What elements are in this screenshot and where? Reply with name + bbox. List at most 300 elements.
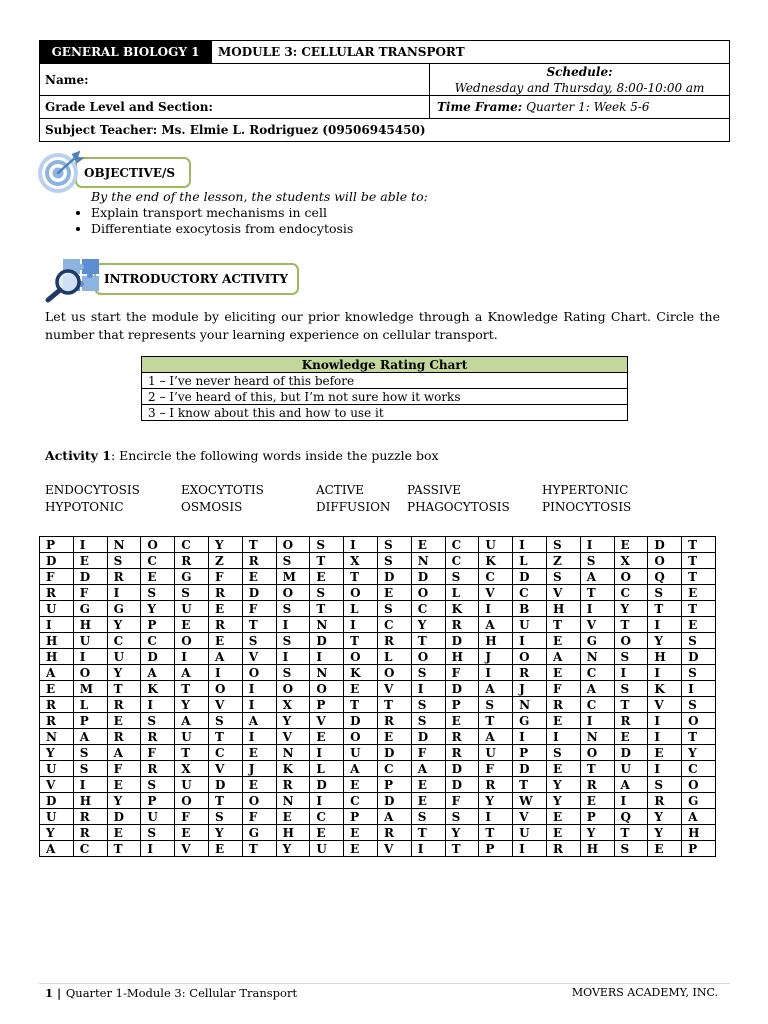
puzzle-letter: S [276, 633, 310, 649]
puzzle-letter: E [546, 825, 580, 841]
puzzle-letter: I [682, 681, 716, 697]
puzzle-letter: C [445, 553, 479, 569]
puzzle-letter: O [242, 665, 276, 681]
puzzle-letter: S [377, 601, 411, 617]
puzzle-letter: S [614, 649, 648, 665]
puzzle-letter: U [175, 777, 209, 793]
puzzle-letter: E [344, 777, 378, 793]
name-label: Name: [45, 72, 89, 87]
puzzle-letter: T [175, 745, 209, 761]
puzzle-letter: M [276, 569, 310, 585]
puzzle-letter: I [242, 729, 276, 745]
puzzle-row [40, 681, 716, 697]
puzzle-letter: A [580, 681, 614, 697]
puzzle-letter: R [377, 825, 411, 841]
puzzle-letter: R [445, 729, 479, 745]
word-item: ENDOCYTOSIS [45, 483, 140, 497]
word-item: PASSIVE [407, 483, 462, 497]
puzzle-letter: Z [208, 553, 242, 569]
puzzle-letter: F [445, 665, 479, 681]
puzzle-letter: E [411, 793, 445, 809]
chart-title: Knowledge Rating Chart [142, 357, 628, 373]
chart-row [142, 389, 628, 405]
puzzle-letter: S [107, 553, 141, 569]
puzzle-letter: S [479, 697, 513, 713]
puzzle-letter: Y [411, 617, 445, 633]
puzzle-letter: D [445, 633, 479, 649]
puzzle-letter: Y [648, 633, 682, 649]
puzzle-letter: O [614, 633, 648, 649]
puzzle-letter: C [73, 841, 107, 857]
puzzle-letter: K [276, 761, 310, 777]
puzzle-letter: Y [546, 793, 580, 809]
puzzle-letter: Y [580, 825, 614, 841]
puzzle-letter: I [580, 601, 614, 617]
puzzle-letter: U [107, 649, 141, 665]
puzzle-letter: S [648, 585, 682, 601]
puzzle-letter: Z [546, 553, 580, 569]
puzzle-row [40, 793, 716, 809]
puzzle-letter: S [310, 537, 344, 553]
puzzle-letter: T [614, 697, 648, 713]
chart-header-row [142, 357, 628, 373]
puzzle-letter: G [107, 601, 141, 617]
puzzle-letter: O [175, 633, 209, 649]
puzzle-letter: T [208, 793, 242, 809]
puzzle-letter: I [73, 537, 107, 553]
objectives-title: OBJECTIVE/S [84, 165, 176, 180]
teacher-info: Subject Teacher: Ms. Elmie L. Rodriguez (09506945450) [45, 123, 426, 137]
schedule-value: Wednesday and Thursday, 8:00-10:00 am [454, 80, 705, 95]
puzzle-letter: N [276, 793, 310, 809]
schedule-label: Schedule: [546, 64, 613, 79]
puzzle-letter: P [445, 697, 479, 713]
puzzle-letter: T [682, 601, 716, 617]
puzzle-letter: S [276, 665, 310, 681]
puzzle-letter: H [73, 793, 107, 809]
puzzle-letter: P [40, 537, 74, 553]
puzzle-letter: E [546, 633, 580, 649]
puzzle-letter: S [445, 809, 479, 825]
puzzle-letter: T [580, 585, 614, 601]
puzzle-letter: I [141, 841, 175, 857]
puzzle-letter: U [513, 825, 547, 841]
puzzle-letter: A [614, 777, 648, 793]
puzzle-letter: Y [682, 745, 716, 761]
puzzle-row [40, 809, 716, 825]
puzzle-letter: C [141, 553, 175, 569]
puzzle-letter: E [377, 585, 411, 601]
puzzle-letter: E [411, 777, 445, 793]
puzzle-letter: T [310, 601, 344, 617]
puzzle-row [40, 777, 716, 793]
puzzle-letter: U [141, 809, 175, 825]
puzzle-letter: A [208, 649, 242, 665]
puzzle-letter: A [73, 729, 107, 745]
activity1-instruction: : Encircle the following words inside the puzzle box [110, 448, 439, 463]
puzzle-letter: O [344, 585, 378, 601]
puzzle-letter: I [479, 601, 513, 617]
puzzle-letter: S [377, 553, 411, 569]
knowledge-rating-chart [141, 356, 628, 421]
puzzle-letter: M [73, 681, 107, 697]
puzzle-letter: D [107, 809, 141, 825]
puzzle-letter: T [682, 569, 716, 585]
puzzle-letter: K [445, 601, 479, 617]
puzzle-letter: V [310, 713, 344, 729]
puzzle-row [40, 729, 716, 745]
puzzle-letter: E [648, 745, 682, 761]
puzzle-letter: O [344, 729, 378, 745]
puzzle-letter: O [242, 793, 276, 809]
puzzle-letter: A [682, 809, 716, 825]
puzzle-letter: I [310, 649, 344, 665]
puzzle-letter: F [479, 761, 513, 777]
puzzle-letter: D [242, 585, 276, 601]
puzzle-letter: F [242, 601, 276, 617]
puzzle-letter: R [141, 729, 175, 745]
puzzle-letter: R [546, 697, 580, 713]
puzzle-letter: P [310, 697, 344, 713]
puzzle-letter: N [513, 697, 547, 713]
puzzle-letter: F [107, 761, 141, 777]
puzzle-letter: T [614, 825, 648, 841]
puzzle-letter: V [175, 841, 209, 857]
puzzle-letter: I [513, 729, 547, 745]
puzzle-letter: U [40, 601, 74, 617]
puzzle-letter: H [580, 841, 614, 857]
puzzle-row [40, 825, 716, 841]
puzzle-letter: J [513, 681, 547, 697]
puzzle-letter: T [208, 729, 242, 745]
puzzle-letter: P [344, 809, 378, 825]
puzzle-letter: D [40, 553, 74, 569]
name-cell [39, 63, 430, 96]
puzzle-letter: C [344, 793, 378, 809]
puzzle-letter: R [107, 729, 141, 745]
puzzle-letter: H [546, 601, 580, 617]
puzzle-letter: R [208, 617, 242, 633]
puzzle-letter: I [513, 537, 547, 553]
puzzle-letter: I [648, 665, 682, 681]
puzzle-letter: D [73, 569, 107, 585]
puzzle-letter: C [614, 585, 648, 601]
teacher-cell [39, 118, 730, 142]
word-item: PINOCYTOSIS [542, 500, 632, 514]
puzzle-letter: E [276, 809, 310, 825]
puzzle-letter: A [40, 841, 74, 857]
puzzle-letter: C [175, 537, 209, 553]
puzzle-letter: O [377, 665, 411, 681]
puzzle-letter: I [310, 793, 344, 809]
puzzle-letter: I [107, 585, 141, 601]
puzzle-letter: E [344, 841, 378, 857]
puzzle-letter: R [479, 777, 513, 793]
puzzle-letter: O [141, 537, 175, 553]
puzzle-letter: X [175, 761, 209, 777]
puzzle-letter: H [648, 649, 682, 665]
footer-rule [39, 983, 730, 984]
puzzle-letter: T [107, 681, 141, 697]
puzzle-letter: T [242, 617, 276, 633]
puzzle-letter: V [580, 617, 614, 633]
puzzle-letter: E [411, 537, 445, 553]
puzzle-letter: R [513, 665, 547, 681]
puzzle-letter: D [40, 793, 74, 809]
word-search-grid [39, 536, 716, 857]
puzzle-letter: V [40, 777, 74, 793]
introductory-badge [94, 263, 299, 295]
puzzle-letter: L [445, 585, 479, 601]
puzzle-letter: U [614, 761, 648, 777]
puzzle-letter: E [208, 633, 242, 649]
puzzle-letter: E [344, 681, 378, 697]
time-frame-label: Time Frame: [437, 100, 523, 114]
puzzle-row [40, 697, 716, 713]
puzzle-letter: P [141, 793, 175, 809]
puzzle-letter: Q [614, 809, 648, 825]
puzzle-letter: O [344, 649, 378, 665]
puzzle-row [40, 713, 716, 729]
chart-row [142, 373, 628, 389]
puzzle-letter: D [141, 649, 175, 665]
puzzle-letter: Y [648, 809, 682, 825]
puzzle-row [40, 761, 716, 777]
puzzle-letter: U [73, 633, 107, 649]
puzzle-letter: R [208, 585, 242, 601]
puzzle-letter: V [276, 729, 310, 745]
puzzle-letter: S [411, 809, 445, 825]
puzzle-letter: E [546, 761, 580, 777]
puzzle-letter: H [276, 825, 310, 841]
puzzle-letter: Y [546, 777, 580, 793]
puzzle-letter: R [73, 809, 107, 825]
subject-cell [39, 40, 212, 64]
puzzle-letter: E [682, 585, 716, 601]
puzzle-letter: S [242, 633, 276, 649]
puzzle-letter: O [648, 553, 682, 569]
word-item: DIFFUSION [316, 500, 391, 514]
puzzle-letter: R [40, 585, 74, 601]
introductory-paragraph: Let us start the module by eliciting our prior knowledge through a Knowledge Rating Chart. Circle the number that represents your learning experience on cellular transport. [45, 309, 720, 342]
puzzle-row [40, 649, 716, 665]
puzzle-letter: E [310, 825, 344, 841]
puzzle-letter: O [208, 681, 242, 697]
puzzle-letter: A [107, 745, 141, 761]
footer-left [45, 985, 297, 1001]
puzzle-letter: S [648, 777, 682, 793]
puzzle-letter: R [107, 697, 141, 713]
puzzle-row [40, 633, 716, 649]
puzzle-letter: H [73, 617, 107, 633]
introductory-title: INTRODUCTORY ACTIVITY [104, 272, 288, 286]
puzzle-letter: T [682, 537, 716, 553]
puzzle-letter: X [614, 553, 648, 569]
puzzle-letter: I [479, 665, 513, 681]
puzzle-letter: S [276, 553, 310, 569]
puzzle-letter: V [513, 809, 547, 825]
puzzle-letter: N [411, 553, 445, 569]
puzzle-letter: Y [107, 665, 141, 681]
puzzle-letter: E [546, 809, 580, 825]
puzzle-letter: R [377, 713, 411, 729]
puzzle-letter: F [411, 745, 445, 761]
puzzle-letter: Y [107, 617, 141, 633]
puzzle-letter: T [242, 537, 276, 553]
puzzle-letter: F [141, 745, 175, 761]
puzzle-letter: S [682, 697, 716, 713]
objectives-lead: By the end of the lesson, the students will be able to: [91, 189, 428, 204]
puzzle-letter: P [682, 841, 716, 857]
puzzle-letter: E [310, 569, 344, 585]
puzzle-letter: Y [479, 793, 513, 809]
puzzle-letter: A [175, 665, 209, 681]
puzzle-letter: H [40, 633, 74, 649]
puzzle-letter: O [276, 585, 310, 601]
schedule-cell [429, 63, 730, 96]
puzzle-letter: D [614, 745, 648, 761]
puzzle-letter: V [208, 761, 242, 777]
puzzle-letter: E [107, 825, 141, 841]
puzzle-letter: O [411, 585, 445, 601]
puzzle-letter: N [580, 649, 614, 665]
puzzle-letter: U [479, 537, 513, 553]
puzzle-letter: I [242, 697, 276, 713]
puzzle-letter: G [73, 601, 107, 617]
puzzle-letter: K [479, 553, 513, 569]
puzzle-letter: U [40, 809, 74, 825]
puzzle-letter: I [648, 729, 682, 745]
puzzle-letter: I [141, 697, 175, 713]
time-frame-value: Quarter 1: Week 5-6 [526, 100, 650, 114]
puzzle-letter: X [276, 697, 310, 713]
word-item: PHAGOCYTOSIS [407, 500, 510, 514]
puzzle-letter: I [276, 617, 310, 633]
puzzle-letter: S [682, 665, 716, 681]
puzzle-letter: E [40, 681, 74, 697]
grade-section-cell [39, 95, 430, 119]
puzzle-letter: E [682, 617, 716, 633]
puzzle-letter: S [445, 569, 479, 585]
puzzle-letter: S [141, 777, 175, 793]
puzzle-letter: E [310, 729, 344, 745]
puzzle-letter: D [648, 537, 682, 553]
puzzle-letter: U [40, 761, 74, 777]
puzzle-letter: A [546, 649, 580, 665]
puzzle-letter: T [107, 841, 141, 857]
puzzle-letter: E [546, 713, 580, 729]
puzzle-letter: L [344, 601, 378, 617]
puzzle-letter: E [445, 713, 479, 729]
puzzle-letter: O [276, 537, 310, 553]
puzzle-letter: F [445, 793, 479, 809]
puzzle-letter: F [40, 569, 74, 585]
puzzle-letter: H [682, 825, 716, 841]
puzzle-letter: A [479, 729, 513, 745]
chart-row-1: 1 – I’ve never heard of this before [142, 373, 628, 389]
puzzle-letter: C [411, 601, 445, 617]
puzzle-letter: R [614, 713, 648, 729]
puzzle-row [40, 665, 716, 681]
activity1-label: Activity 1 [45, 448, 111, 463]
puzzle-letter: I [648, 761, 682, 777]
puzzle-letter: T [614, 617, 648, 633]
puzzle-letter: C [208, 745, 242, 761]
puzzle-letter: S [276, 601, 310, 617]
puzzle-letter: G [513, 713, 547, 729]
puzzle-letter: O [175, 793, 209, 809]
puzzle-letter: K [141, 681, 175, 697]
puzzle-letter: S [411, 665, 445, 681]
puzzle-letter: Y [445, 825, 479, 841]
puzzle-letter: X [344, 553, 378, 569]
puzzle-letter: L [310, 761, 344, 777]
puzzle-letter: I [310, 745, 344, 761]
grade-section-label: Grade Level and Section: [45, 100, 213, 114]
puzzle-letter: I [513, 841, 547, 857]
puzzle-letter: D [445, 777, 479, 793]
puzzle-letter: P [580, 809, 614, 825]
time-frame-cell [429, 95, 730, 119]
puzzle-letter: D [682, 649, 716, 665]
puzzle-letter: T [411, 633, 445, 649]
puzzle-letter: V [377, 681, 411, 697]
puzzle-letter: O [513, 649, 547, 665]
puzzle-letter: O [580, 745, 614, 761]
puzzle-letter: V [479, 585, 513, 601]
puzzle-letter: D [344, 713, 378, 729]
puzzle-letter: R [445, 745, 479, 761]
puzzle-letter: O [411, 649, 445, 665]
puzzle-letter: T [242, 841, 276, 857]
puzzle-letter: E [242, 569, 276, 585]
puzzle-letter: I [648, 617, 682, 633]
puzzle-letter: Y [40, 825, 74, 841]
puzzle-letter: D [411, 729, 445, 745]
puzzle-letter: D [377, 569, 411, 585]
puzzle-letter: E [614, 729, 648, 745]
puzzle-letter: T [310, 553, 344, 569]
puzzle-letter: N [310, 617, 344, 633]
puzzle-letter: F [175, 809, 209, 825]
puzzle-letter: R [546, 841, 580, 857]
puzzle-letter: P [141, 617, 175, 633]
puzzle-letter: P [479, 841, 513, 857]
puzzle-letter: V [208, 697, 242, 713]
puzzle-letter: D [310, 633, 344, 649]
puzzle-letter: L [513, 553, 547, 569]
puzzle-letter: S [411, 697, 445, 713]
puzzle-letter: O [682, 713, 716, 729]
puzzle-letter: R [141, 761, 175, 777]
chart-row-3: 3 – I know about this and how to use it [142, 405, 628, 421]
puzzle-letter: K [344, 665, 378, 681]
puzzle-letter: A [242, 713, 276, 729]
puzzle-letter: B [513, 601, 547, 617]
puzzle-letter: I [73, 777, 107, 793]
puzzle-letter: E [107, 713, 141, 729]
puzzle-letter: E [377, 729, 411, 745]
puzzle-letter: A [580, 569, 614, 585]
puzzle-letter: T [513, 777, 547, 793]
puzzle-letter: S [682, 633, 716, 649]
puzzle-letter: E [175, 617, 209, 633]
puzzle-letter: E [648, 841, 682, 857]
puzzle-letter: I [40, 617, 74, 633]
puzzle-letter: I [614, 665, 648, 681]
puzzle-letter: V [546, 585, 580, 601]
puzzle-letter: I [175, 649, 209, 665]
